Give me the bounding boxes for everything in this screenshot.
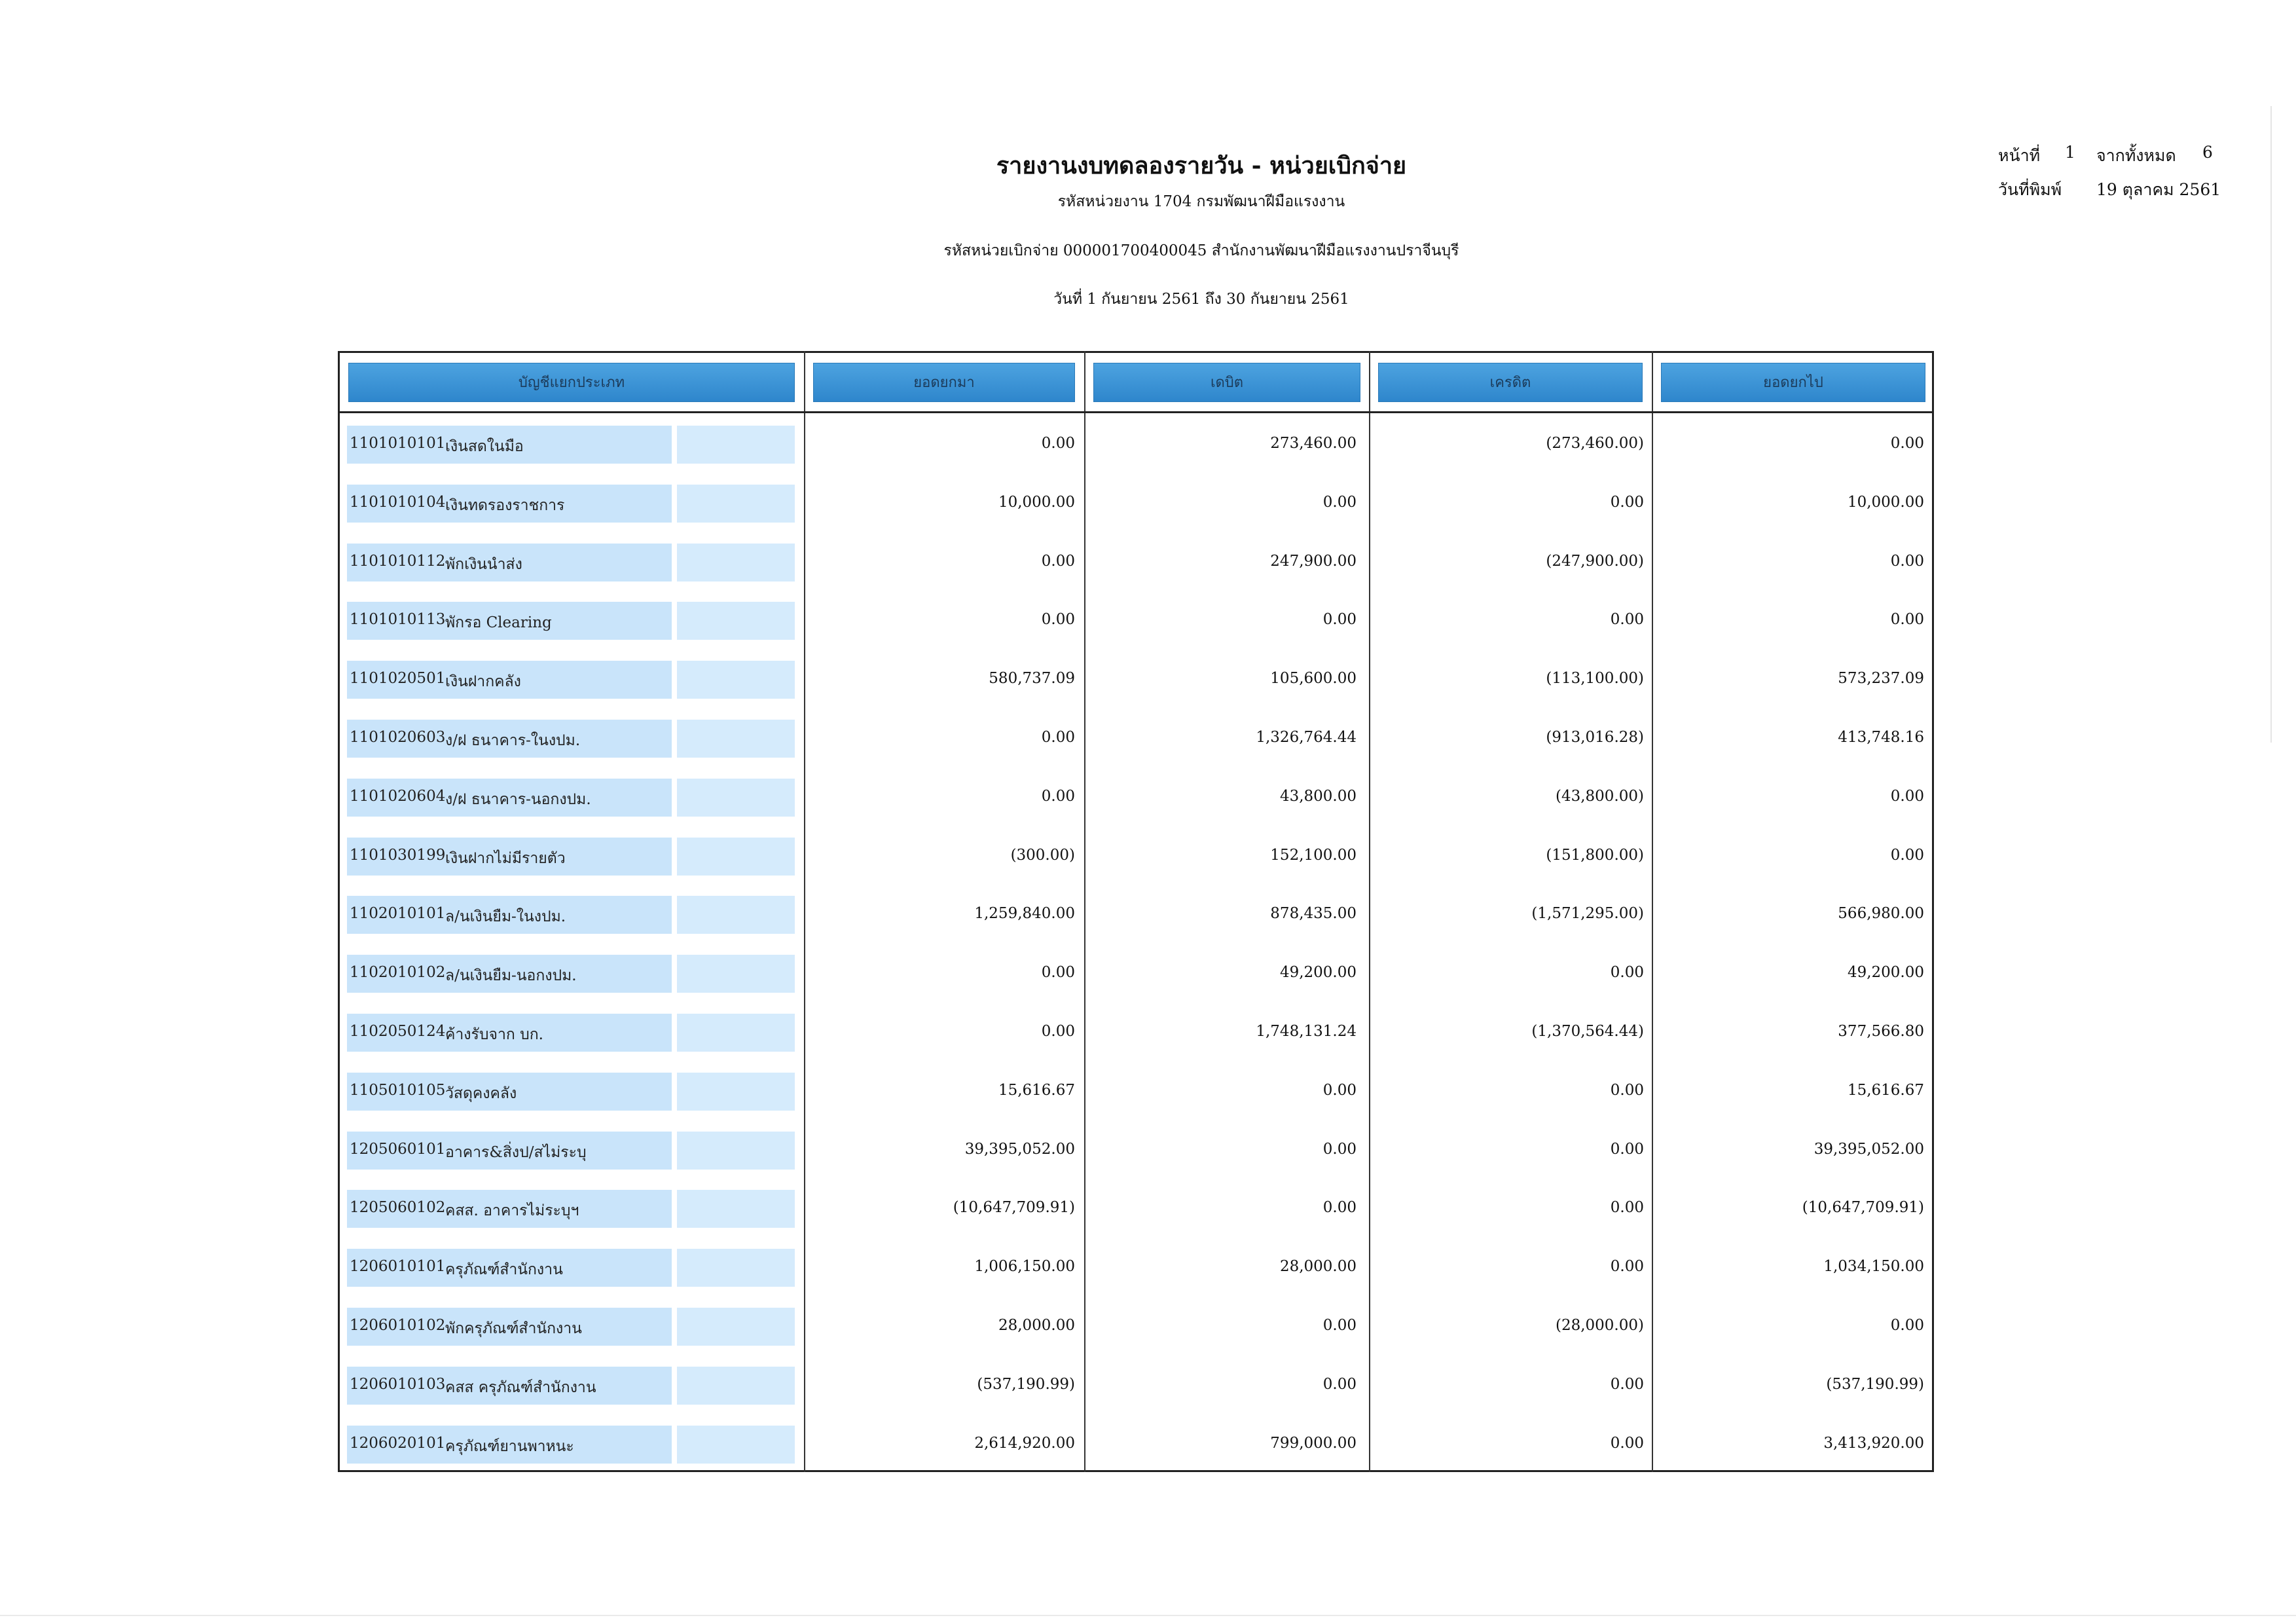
account-code: 1101030199	[350, 847, 446, 864]
account-cell-bg	[677, 1249, 795, 1287]
debit-amount: 152,100.00	[1270, 847, 1357, 864]
account-name: เงินทดรองราชการ	[445, 497, 565, 514]
account-name: ค้างรับจาก บก.	[445, 1026, 543, 1043]
total-label: จากทั้งหมด	[2096, 146, 2176, 165]
closing-balance: 1,034,150.00	[1823, 1258, 1924, 1275]
closing-balance: 413,748.16	[1838, 729, 1924, 746]
debit-amount: 1,748,131.24	[1256, 1023, 1357, 1040]
account-cell-bg	[677, 1367, 795, 1405]
total-pages: 6	[2202, 143, 2213, 162]
debit-amount: 0.00	[1322, 1141, 1357, 1158]
account-cell-bg	[677, 661, 795, 699]
account-code: 1206020101	[350, 1435, 446, 1452]
account-code: 1206010103	[350, 1376, 446, 1393]
account-name: ล/นเงินยืม-ในงปม.	[445, 908, 566, 925]
column-divider	[1369, 351, 1370, 1472]
account-name: พักครุภัณฑ์สำนักงาน	[445, 1320, 582, 1337]
page-number: 1	[2065, 143, 2075, 162]
closing-balance: (537,190.99)	[1826, 1376, 1924, 1393]
opening-balance: (300.00)	[1010, 847, 1075, 864]
opening-balance: 28,000.00	[998, 1317, 1075, 1334]
opening-balance: (537,190.99)	[977, 1376, 1075, 1393]
account-code: 1101010101	[350, 435, 446, 452]
debit-amount: 0.00	[1322, 1082, 1357, 1099]
account-cell-bg	[677, 1308, 795, 1346]
account-code: 1102010101	[350, 905, 446, 922]
account-code: 1102050124	[350, 1023, 446, 1040]
opening-balance: 2,614,920.00	[974, 1435, 1075, 1452]
account-name: วัสดุคงคลัง	[445, 1085, 517, 1102]
column-divider	[1084, 351, 1085, 1472]
header-divider	[338, 411, 1934, 413]
account-code: 1101020501	[350, 670, 446, 687]
closing-balance: 39,395,052.00	[1813, 1141, 1924, 1158]
account-name: ง/ฝ ธนาคาร-ในงปม.	[445, 732, 581, 749]
scan-bottom-line	[0, 1615, 2296, 1616]
col-header-opening: ยอดยกมา	[813, 363, 1075, 402]
account-code: 1102010102	[350, 964, 446, 981]
debit-amount: 0.00	[1322, 1317, 1357, 1334]
opening-balance: 0.00	[1041, 788, 1075, 805]
closing-balance: 49,200.00	[1847, 964, 1924, 981]
account-name: คสส ครุภัณฑ์สำนักงาน	[445, 1379, 596, 1396]
opening-balance: 580,737.09	[989, 670, 1075, 687]
account-code: 1101010104	[350, 494, 446, 511]
closing-balance: 0.00	[1890, 435, 1924, 452]
debit-amount: 1,326,764.44	[1256, 729, 1357, 746]
agency-line: รหัสหน่วยงาน 1704 กรมพัฒนาฝีมือแรงงาน	[1057, 193, 1345, 210]
closing-balance: 0.00	[1890, 1317, 1924, 1334]
opening-balance: 0.00	[1041, 435, 1075, 452]
credit-amount: (113,100.00)	[1546, 670, 1644, 687]
account-cell-bg	[677, 426, 795, 464]
account-cell-bg	[677, 720, 795, 758]
credit-amount: 0.00	[1610, 1141, 1644, 1158]
disbursing-unit-line: รหัสหน่วยเบิกจ่าย 000001700400045 สำนักงานพัฒนาฝีมือแรงงานปราจีนบุรี	[943, 242, 1459, 259]
opening-balance: 1,259,840.00	[974, 905, 1075, 922]
credit-amount: (28,000.00)	[1555, 1317, 1644, 1334]
credit-amount: (43,800.00)	[1555, 788, 1644, 805]
credit-amount: 0.00	[1610, 611, 1644, 628]
account-cell-bg	[677, 1426, 795, 1464]
opening-balance: 10,000.00	[998, 494, 1075, 511]
debit-amount: 878,435.00	[1270, 905, 1357, 922]
closing-balance: 0.00	[1890, 788, 1924, 805]
debit-amount: 0.00	[1322, 611, 1357, 628]
account-code: 1206010101	[350, 1258, 446, 1275]
account-name: เงินฝากคลัง	[445, 673, 521, 690]
account-code: 1206010102	[350, 1317, 446, 1334]
account-name: เงินฝากไม่มีรายตัว	[445, 850, 566, 867]
account-code: 1101020604	[350, 788, 446, 805]
account-code: 1101020603	[350, 729, 446, 746]
closing-balance: (10,647,709.91)	[1802, 1199, 1924, 1216]
credit-amount: (247,900.00)	[1546, 553, 1644, 570]
opening-balance: 0.00	[1041, 1023, 1075, 1040]
account-name: ครุภัณฑ์ยานพาหนะ	[445, 1438, 574, 1455]
account-code: 1205060102	[350, 1199, 446, 1216]
account-cell-bg	[677, 838, 795, 876]
account-cell-bg	[677, 955, 795, 993]
closing-balance: 566,980.00	[1838, 905, 1924, 922]
debit-amount: 247,900.00	[1270, 553, 1357, 570]
account-cell-bg	[677, 1190, 795, 1228]
print-label: วันที่พิมพ์	[1998, 180, 2062, 199]
opening-balance: 1,006,150.00	[974, 1258, 1075, 1275]
account-code: 1205060101	[350, 1141, 446, 1158]
closing-balance: 0.00	[1890, 847, 1924, 864]
opening-balance: 0.00	[1041, 964, 1075, 981]
credit-amount: (1,370,564.44)	[1531, 1023, 1644, 1040]
credit-amount: 0.00	[1610, 1376, 1644, 1393]
credit-amount: (913,016.28)	[1546, 729, 1644, 746]
account-name: เงินสดในมือ	[445, 438, 524, 455]
column-divider	[1652, 351, 1653, 1472]
debit-amount: 799,000.00	[1270, 1435, 1357, 1452]
account-name: ง/ฝ ธนาคาร-นอกงปม.	[445, 791, 591, 808]
closing-balance: 3,413,920.00	[1823, 1435, 1924, 1452]
credit-amount: 0.00	[1610, 1082, 1644, 1099]
col-header-account: บัญชีแยกประเภท	[348, 363, 795, 402]
opening-balance: 0.00	[1041, 611, 1075, 628]
debit-amount: 49,200.00	[1279, 964, 1357, 981]
scan-edge-line	[2270, 106, 2272, 743]
credit-amount: 0.00	[1610, 494, 1644, 511]
account-cell-bg	[677, 485, 795, 523]
account-cell-bg	[677, 602, 795, 640]
credit-amount: (273,460.00)	[1546, 435, 1644, 452]
closing-balance: 377,566.80	[1838, 1023, 1924, 1040]
closing-balance: 0.00	[1890, 611, 1924, 628]
closing-balance: 15,616.67	[1847, 1082, 1924, 1099]
opening-balance: 15,616.67	[998, 1082, 1075, 1099]
col-header-debit: เดบิต	[1093, 363, 1360, 402]
account-name: พักเงินนำส่ง	[445, 556, 522, 573]
debit-amount: 28,000.00	[1279, 1258, 1357, 1275]
account-name: พักรอ Clearing	[445, 614, 552, 631]
debit-amount: 43,800.00	[1279, 788, 1357, 805]
credit-amount: 0.00	[1610, 1435, 1644, 1452]
opening-balance: 39,395,052.00	[964, 1141, 1075, 1158]
closing-balance: 10,000.00	[1847, 494, 1924, 511]
account-cell-bg	[677, 1132, 795, 1170]
period-line: วันที่ 1 กันยายน 2561 ถึง 30 กันยายน 2561	[1053, 291, 1349, 308]
account-code: 1105010105	[350, 1082, 446, 1099]
account-cell-bg	[677, 779, 795, 817]
account-name: ล/นเงินยืม-นอกงปม.	[445, 967, 577, 984]
account-name: อาคาร&สิ่งป/สไม่ระบุ	[445, 1144, 587, 1161]
closing-balance: 0.00	[1890, 553, 1924, 570]
account-code: 1101010113	[350, 611, 446, 628]
account-cell-bg	[677, 1073, 795, 1111]
account-cell-bg	[677, 896, 795, 934]
column-divider	[804, 351, 805, 1472]
col-header-closing: ยอดยกไป	[1661, 363, 1925, 402]
report-title: รายงานงบทดลองรายวัน - หน่วยเบิกจ่าย	[996, 152, 1407, 179]
opening-balance: (10,647,709.91)	[953, 1199, 1075, 1216]
account-name: คสส. อาคารไม่ระบุฯ	[445, 1202, 579, 1219]
closing-balance: 573,237.09	[1838, 670, 1924, 687]
debit-amount: 273,460.00	[1270, 435, 1357, 452]
account-cell-bg	[677, 1014, 795, 1052]
credit-amount: (151,800.00)	[1546, 847, 1644, 864]
credit-amount: 0.00	[1610, 1258, 1644, 1275]
credit-amount: 0.00	[1610, 964, 1644, 981]
col-header-credit: เครดิต	[1378, 363, 1643, 402]
credit-amount: 0.00	[1610, 1199, 1644, 1216]
opening-balance: 0.00	[1041, 729, 1075, 746]
debit-amount: 0.00	[1322, 1376, 1357, 1393]
account-name: ครุภัณฑ์สำนักงาน	[445, 1261, 563, 1278]
debit-amount: 105,600.00	[1270, 670, 1357, 687]
opening-balance: 0.00	[1041, 553, 1075, 570]
debit-amount: 0.00	[1322, 494, 1357, 511]
print-date: 19 ตุลาคม 2561	[2096, 180, 2221, 199]
debit-amount: 0.00	[1322, 1199, 1357, 1216]
credit-amount: (1,571,295.00)	[1531, 905, 1644, 922]
account-code: 1101010112	[350, 553, 446, 570]
account-cell-bg	[677, 544, 795, 581]
page-label: หน้าที่	[1998, 146, 2041, 165]
